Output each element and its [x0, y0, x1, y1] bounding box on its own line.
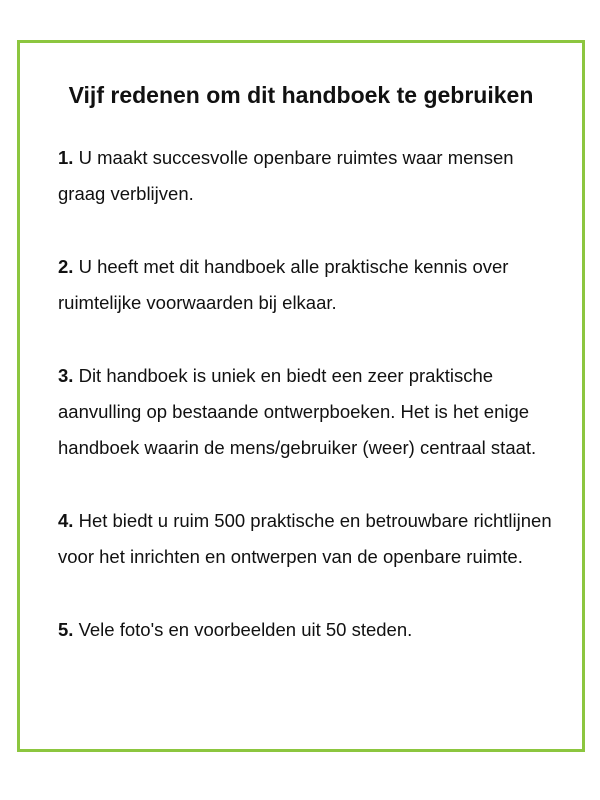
item-number: 3.: [58, 364, 74, 386]
reasons-card: [17, 40, 585, 752]
item-text: Het biedt u ruim 500 praktische en betrouwbare richtlijnen voor het inrichten en ontwerpen van de openbare ruimte.: [58, 509, 552, 568]
item-number: 1.: [58, 147, 74, 168]
item-number: 2.: [58, 255, 74, 277]
list-item: [58, 503, 558, 576]
item-number: 4.: [58, 509, 74, 531]
list-item: [58, 140, 558, 213]
list-item: [58, 249, 558, 322]
list-item: [58, 358, 558, 467]
item-number: 5.: [58, 618, 74, 640]
item-text: U maakt succesvolle openbare ruimtes waar mensen graag verblijven.: [58, 147, 514, 205]
item-text: Vele foto's en voorbeelden uit 50 steden.: [78, 618, 413, 640]
item-text: U heeft met dit handboek alle praktische kennis over ruimtelijke voorwaarden bij elkaar.: [58, 255, 509, 314]
page-title: Vijf redenen om dit handboek te gebruiken: [68, 82, 534, 108]
item-text: Dit handboek is uniek en biedt een zeer praktische aanvulling op bestaande ontwerpboeken. Het is het enige handboek waarin de mens/gebruiker (weer) centraal staat.: [58, 364, 537, 459]
reasons-list: [58, 140, 558, 648]
list-item: [58, 612, 558, 648]
